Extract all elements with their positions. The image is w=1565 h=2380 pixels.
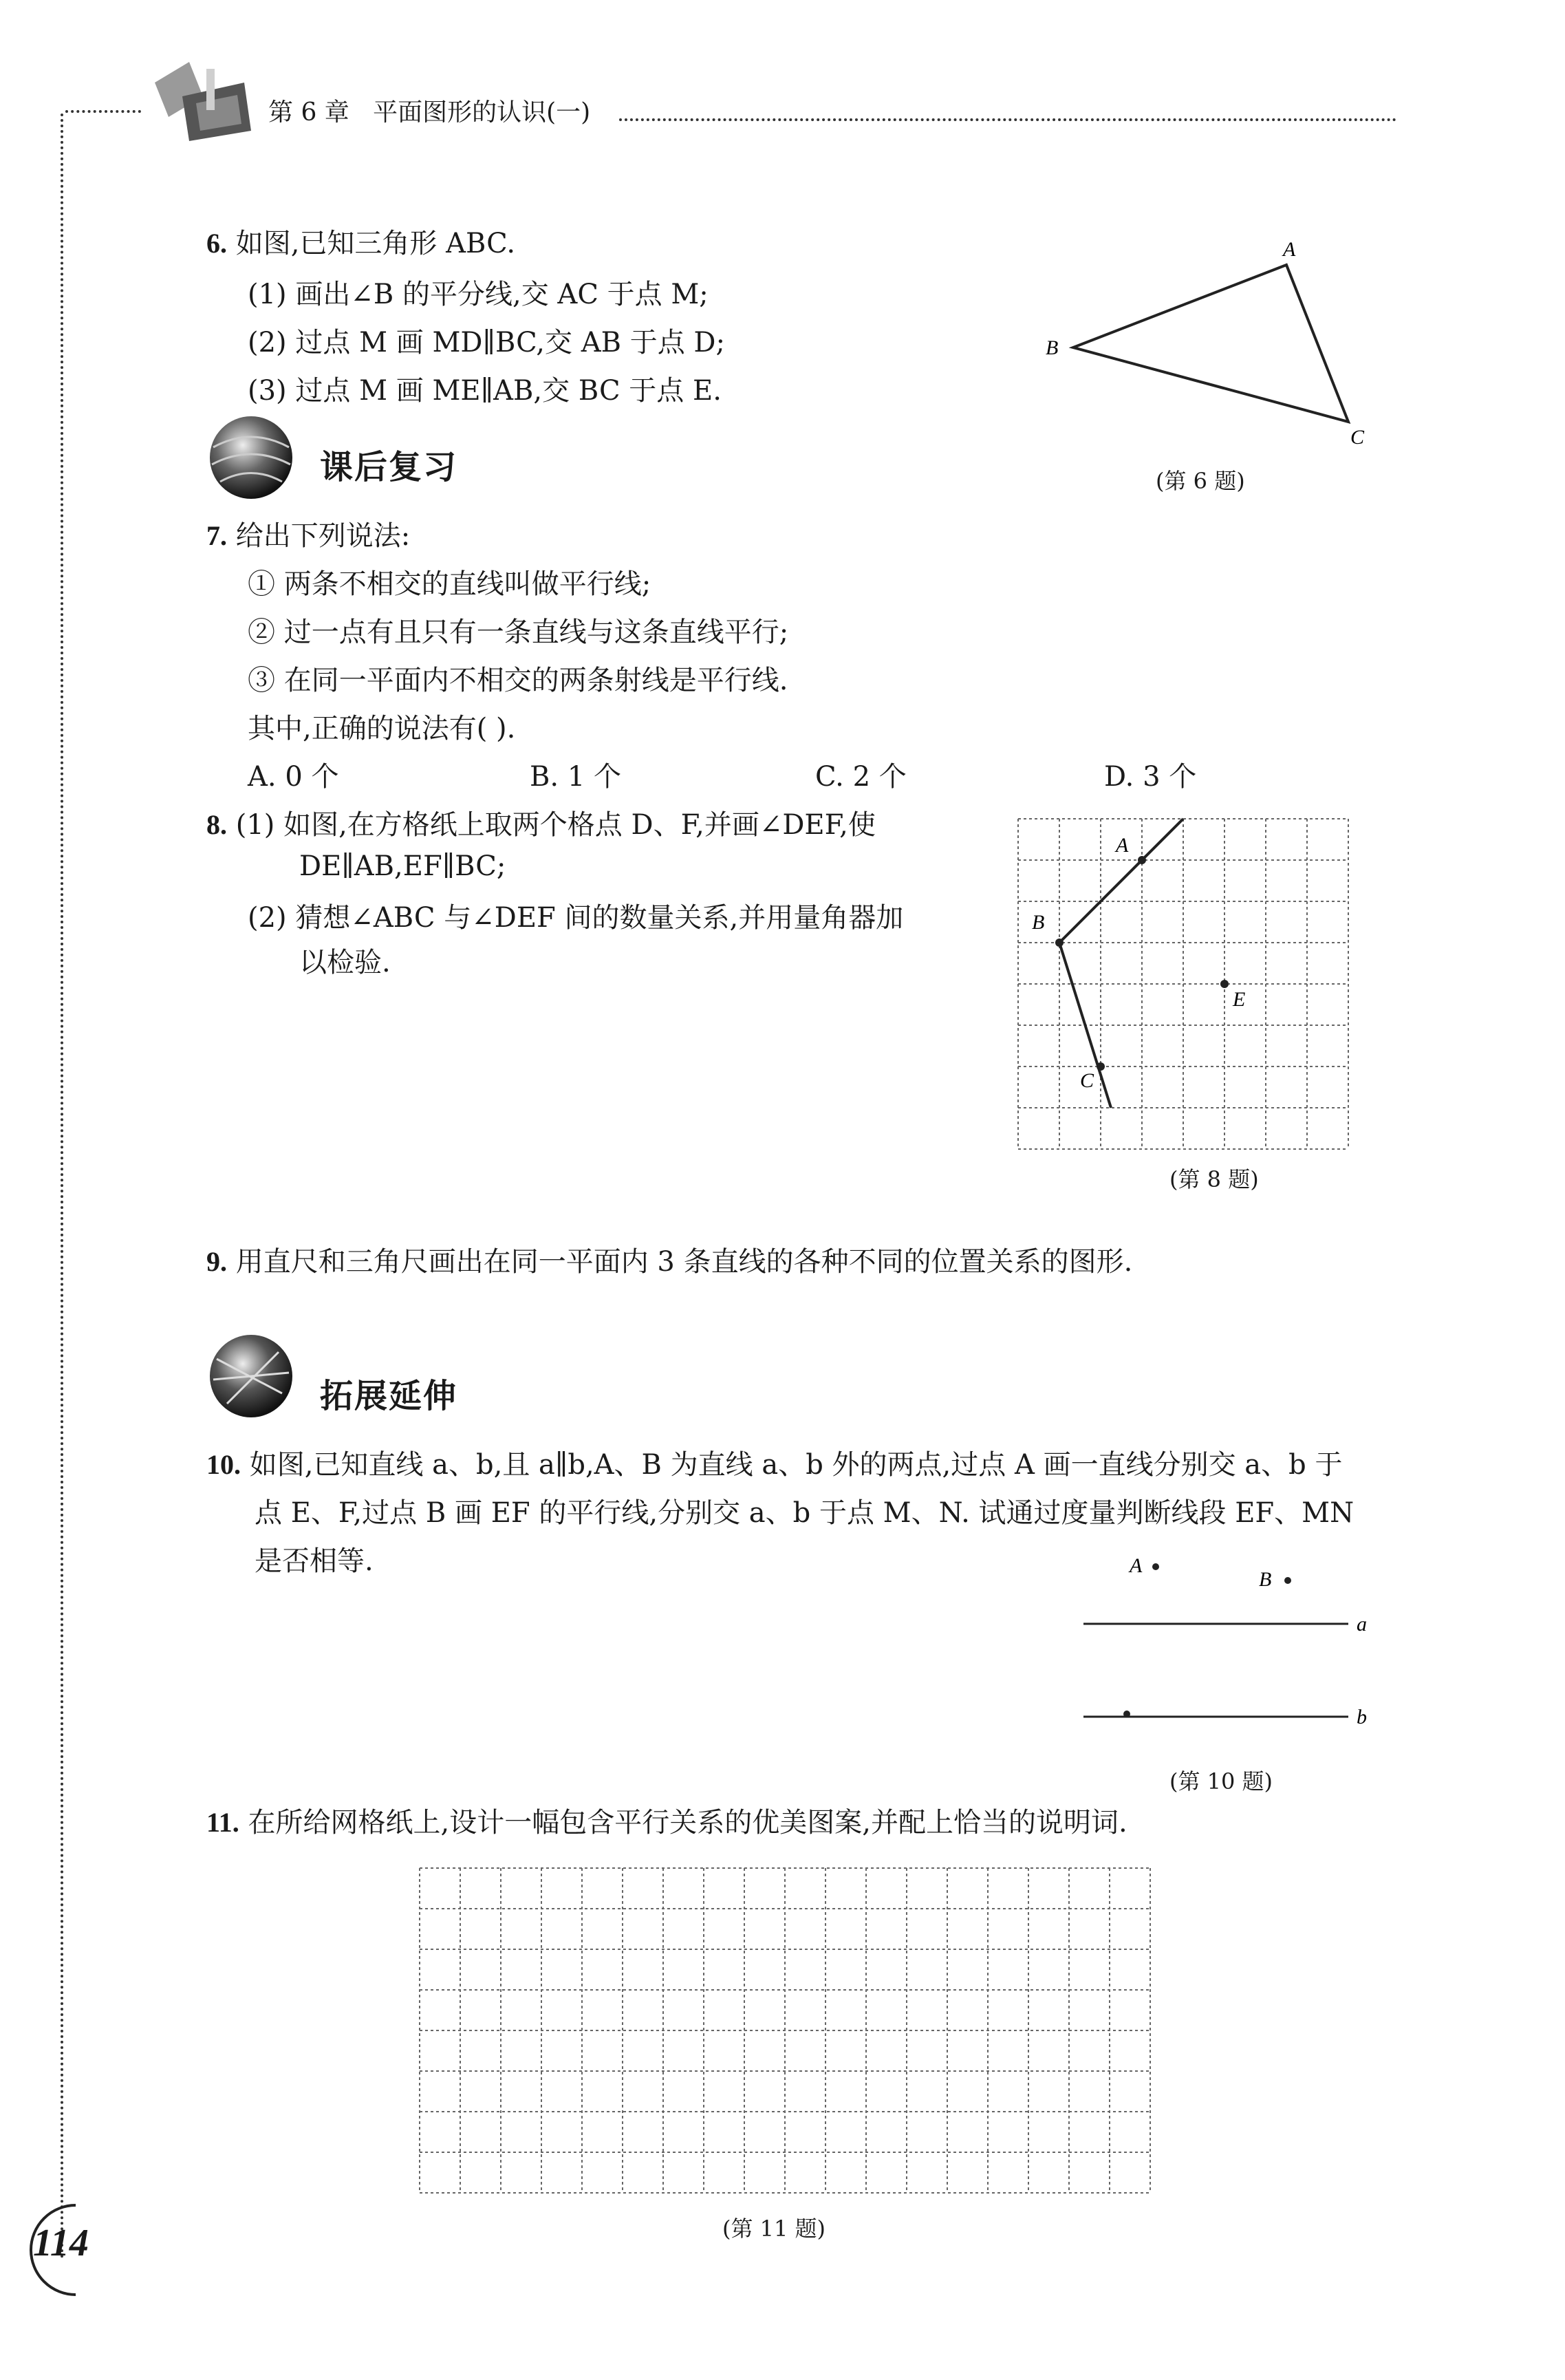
- q8-part-2: (2) 猜想∠ABC 与∠DEF 间的数量关系,并用量角器加: [248, 902, 904, 934]
- q7-question: 其中,正确的说法有( ).: [248, 713, 516, 744]
- header-title: 平面图形的认识(一): [373, 98, 591, 127]
- header-logo: [141, 55, 258, 151]
- q8-part-1: 8. (1) 如图,在方格纸上取两个格点 D、F,并画∠DEF,使: [206, 809, 876, 841]
- q8-label-c: C: [1080, 1069, 1094, 1092]
- q6-caption: (第 6 题): [1156, 468, 1245, 494]
- header-rule-left: [65, 110, 141, 113]
- q6-label-a: A: [1283, 238, 1296, 261]
- q10-line-2: 点 E、F,过点 B 画 EF 的平行线,分别交 a、b 于点 M、N. 试通过度量判断线段 EF、MN: [255, 1497, 1354, 1529]
- header-chapter: 第 6 章 平面图形的认识(一): [268, 98, 591, 127]
- q8-point-b: [1055, 939, 1064, 947]
- section-title-extension: 拓展延伸: [320, 1377, 458, 1415]
- q7-option-c: C. 2 个: [815, 761, 907, 793]
- q8-part-2-cont: 以检验.: [299, 947, 391, 978]
- q7-option-b: B. 1 个: [530, 761, 621, 793]
- page-number: 114: [33, 2222, 89, 2264]
- q7-option-d: D. 3 个: [1104, 761, 1197, 793]
- q8-point-a: [1138, 856, 1146, 864]
- q8-point-e: [1220, 980, 1229, 988]
- q11-grid-paper: [416, 1865, 1159, 2195]
- q6-part-2: (2) 过点 M 画 MD∥BC,交 AB 于点 D;: [248, 327, 725, 358]
- q7-item-2: ② 过一点有且只有一条直线与这条直线平行;: [248, 617, 789, 648]
- q6-stem: 6. 如图,已知三角形 ABC.: [206, 228, 516, 259]
- q6-part-3: (3) 过点 M 画 ME∥AB,交 BC 于点 E.: [248, 375, 722, 407]
- q7-stem: 7. 给出下列说法:: [206, 520, 411, 552]
- section-title-review: 课后复习: [320, 448, 458, 486]
- q8-part-1-cont: DE∥AB,EF∥BC;: [299, 850, 506, 882]
- q10-label-a: A: [1130, 1554, 1143, 1577]
- q10-label-line-b: b: [1357, 1706, 1367, 1728]
- q9-stem: 9. 用直尺和三角尺画出在同一平面内 3 条直线的各种不同的位置关系的图形.: [206, 1246, 1133, 1278]
- section-globe-icon: [199, 413, 303, 502]
- q6-figure-triangle: [1032, 227, 1417, 454]
- header-rule-right: [619, 118, 1396, 121]
- q7-item-3: ③ 在同一平面内不相交的两条射线是平行线.: [248, 665, 788, 696]
- q8-label-a: A: [1116, 834, 1129, 857]
- q11-stem: 11. 在所给网格纸上,设计一幅包含平行关系的优美图案,并配上恰当的说明词.: [206, 1807, 1127, 1838]
- section-globe-icon-2: [199, 1331, 303, 1421]
- q11-caption: (第 11 题): [722, 2216, 826, 2242]
- q8-label-e: E: [1233, 988, 1246, 1011]
- q8-grid-figure: [1015, 815, 1359, 1153]
- q10-figure: [1073, 1548, 1383, 1755]
- q8-label-b: B: [1032, 911, 1045, 934]
- q10-line-3: 是否相等.: [255, 1545, 374, 1577]
- q6-label-c: C: [1350, 426, 1365, 449]
- q6-label-b: B: [1046, 336, 1059, 359]
- q6-part-1: (1) 画出∠B 的平分线,交 AC 于点 M;: [248, 279, 709, 310]
- q8-angle-abc: [1059, 819, 1183, 1108]
- q10-label-line-a: a: [1357, 1613, 1367, 1636]
- q8-point-c: [1097, 1062, 1105, 1071]
- q7-option-a: A. 0 个: [248, 761, 339, 793]
- q10-caption: (第 10 题): [1169, 1768, 1273, 1794]
- q8-caption: (第 8 题): [1169, 1166, 1259, 1192]
- q10-line-1: 10. 如图,已知直线 a、b,且 a∥b,A、B 为直线 a、b 外的两点,过点 A 画一直线分别交 a、b 于: [206, 1449, 1343, 1481]
- q7-item-1: ① 两条不相交的直线叫做平行线;: [248, 568, 651, 600]
- q10-label-b: B: [1259, 1568, 1272, 1591]
- page-left-rule: [61, 114, 63, 2260]
